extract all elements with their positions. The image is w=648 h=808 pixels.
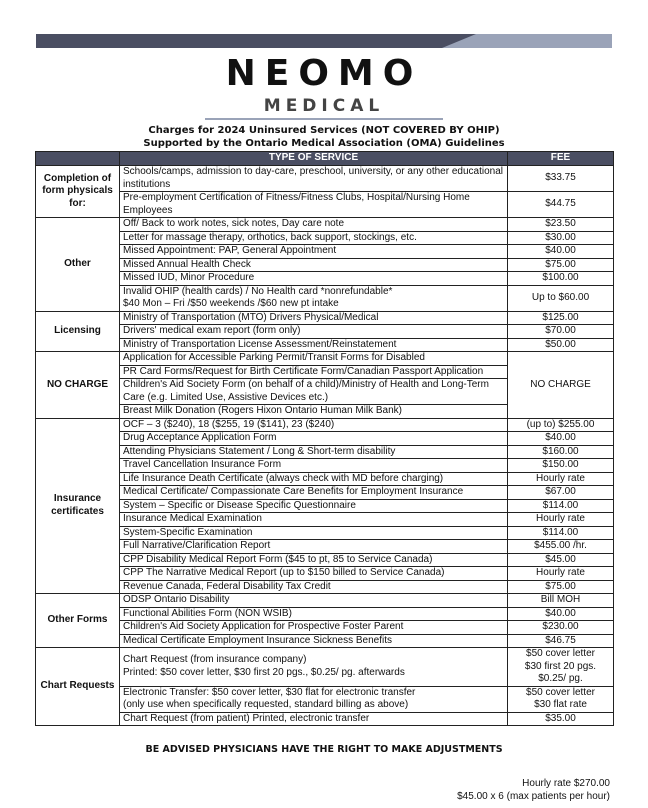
table-row [36, 686, 614, 712]
fee-cell: Hourly rate [508, 472, 614, 486]
table-row [36, 648, 614, 687]
service-cell: Medical Certificate/ Compassionate Care Benefits for Employment Insurance [120, 486, 508, 500]
table-row [36, 418, 614, 432]
table-row [36, 166, 614, 192]
fee-cell: $455.00 /hr. [508, 540, 614, 554]
table-row [36, 621, 614, 635]
table-row [36, 567, 614, 581]
fee-cell: $100.00 [508, 272, 614, 286]
service-cell: Electronic Transfer: $50 cover letter, $30 flat for electronic transfer (only use when specifically requested, standard billing as above) [120, 686, 508, 712]
footer-rate-note: $45.00 x 6 (max patients per hour) [457, 791, 610, 802]
service-cell: System – Specific or Disease Specific Questionnaire [120, 499, 508, 513]
service-cell: Attending Physicians Statement / Long & Short-term disability [120, 445, 508, 459]
category-cell: Other [36, 218, 120, 312]
table-row [36, 311, 614, 325]
category-cell: Insurance certificates [36, 418, 120, 594]
fee-table-body [36, 166, 614, 726]
fee-cell: $125.00 [508, 311, 614, 325]
fee-cell: $45.00 [508, 553, 614, 567]
service-cell: Chart Request (from patient) Printed, electronic transfer [120, 712, 508, 726]
table-row [36, 459, 614, 473]
header-banner-bar [36, 34, 612, 48]
service-cell: Revenue Canada, Federal Disability Tax Credit [120, 580, 508, 594]
service-cell: ODSP Ontario Disability [120, 594, 508, 608]
table-row [36, 245, 614, 259]
table-row [36, 486, 614, 500]
service-cell: PR Card Forms/Request for Birth Certificate Form/Canadian Passport Application [120, 365, 508, 379]
fee-cell: Bill MOH [508, 594, 614, 608]
service-cell: Full Narrative/Clarification Report [120, 540, 508, 554]
service-cell: Travel Cancellation Insurance Form [120, 459, 508, 473]
header-type-of-service: TYPE OF SERVICE [120, 152, 508, 166]
table-row [36, 553, 614, 567]
fee-cell: $50 cover letter $30 first 20 pgs. $0.25/ pg. [508, 648, 614, 687]
service-cell: Drug Acceptance Application Form [120, 432, 508, 446]
table-row [36, 594, 614, 608]
fee-cell: Up to $60.00 [508, 285, 614, 311]
table-row [36, 231, 614, 245]
fee-cell: $30.00 [508, 231, 614, 245]
fee-cell: NO CHARGE [508, 352, 614, 419]
category-cell: Other Forms [36, 594, 120, 648]
logo-subtitle: MEDICAL [263, 96, 385, 116]
document-subtitle: Supported by the Ontario Medical Association (OMA) Guidelines [143, 138, 505, 149]
service-cell: Children's Aid Society Form (on behalf of a child)/Ministry of Health and Long-Term Care (e.g. Limited Use, Assistive Devices etc.) [120, 379, 508, 405]
service-cell: Functional Abilities Form (NON WSIB) [120, 607, 508, 621]
service-cell: Medical Certificate Employment Insurance Sickness Benefits [120, 634, 508, 648]
service-cell: System-Specific Examination [120, 526, 508, 540]
service-cell: CPP The Narrative Medical Report (up to $150 billed to Service Canada) [120, 567, 508, 581]
table-row [36, 285, 614, 311]
fee-cell: $160.00 [508, 445, 614, 459]
fee-cell: $35.00 [508, 712, 614, 726]
fee-cell: $67.00 [508, 486, 614, 500]
table-row [36, 325, 614, 339]
service-cell: Breast Milk Donation (Rogers Hixon Ontario Human Milk Bank) [120, 405, 508, 419]
table-row [36, 272, 614, 286]
service-cell: Invalid OHIP (health cards) / No Health card *nonrefundable* $40 Mon – Fri /$50 weekends /$60 new pt intake [120, 285, 508, 311]
service-cell: Chart Request (from insurance company) Printed: $50 cover letter, $30 first 20 pgs., $0.25/ pg. afterwards [120, 648, 508, 687]
fee-cell: (up to) $255.00 [508, 418, 614, 432]
service-cell: Missed IUD, Minor Procedure [120, 272, 508, 286]
header-blank-cell [36, 152, 120, 166]
fee-cell: $230.00 [508, 621, 614, 635]
table-row [36, 607, 614, 621]
document-title: Charges for 2024 Uninsured Services (NOT COVERED BY OHIP) [148, 125, 500, 136]
table-row [36, 580, 614, 594]
table-row [36, 472, 614, 486]
fee-cell: $40.00 [508, 245, 614, 259]
category-cell: Licensing [36, 311, 120, 352]
table-row [36, 432, 614, 446]
table-row [36, 634, 614, 648]
fee-cell: Hourly rate [508, 513, 614, 527]
category-cell: Chart Requests [36, 648, 120, 726]
service-cell: Missed Appointment: PAP, General Appointment [120, 245, 508, 259]
service-cell: Ministry of Transportation (MTO) Drivers Physical/Medical [120, 311, 508, 325]
header-fee: FEE [508, 152, 614, 166]
table-row [36, 712, 614, 726]
fee-cell: $46.75 [508, 634, 614, 648]
table-row [36, 499, 614, 513]
table-row [36, 338, 614, 352]
fee-cell: Hourly rate [508, 567, 614, 581]
fee-cell: $75.00 [508, 580, 614, 594]
category-cell: Completion of form physicals for: [36, 166, 120, 218]
logo-wordmark: NEOMO [225, 53, 423, 94]
advisory-notice: BE ADVISED PHYSICIANS HAVE THE RIGHT TO MAKE ADJUSTMENTS [145, 744, 503, 755]
fee-cell: $114.00 [508, 499, 614, 513]
logo-divider [205, 118, 443, 120]
fee-cell: $70.00 [508, 325, 614, 339]
table-row [36, 258, 614, 272]
fee-cell: $40.00 [508, 432, 614, 446]
fee-cell: $114.00 [508, 526, 614, 540]
service-cell: Missed Annual Health Check [120, 258, 508, 272]
fee-cell: $150.00 [508, 459, 614, 473]
table-row [36, 445, 614, 459]
category-cell: NO CHARGE [36, 352, 120, 419]
table-row [36, 526, 614, 540]
footer-hourly-rate: Hourly rate $270.00 [522, 778, 610, 789]
fee-cell: $44.75 [508, 192, 614, 218]
service-cell: Application for Accessible Parking Permit/Transit Forms for Disabled [120, 352, 508, 366]
table-row [36, 192, 614, 218]
service-cell: Schools/camps, admission to day-care, preschool, university, or any other educational institutions [120, 166, 508, 192]
service-cell: Ministry of Transportation License Assessment/Reinstatement [120, 338, 508, 352]
table-row [36, 513, 614, 527]
service-cell: CPP Disability Medical Report Form ($45 to pt, 85 to Service Canada) [120, 553, 508, 567]
table-row [36, 352, 614, 366]
table-row [36, 218, 614, 232]
service-cell: Letter for massage therapy, orthotics, back support, stockings, etc. [120, 231, 508, 245]
fee-cell: $50.00 [508, 338, 614, 352]
service-cell: Children's Aid Society Application for Prospective Foster Parent [120, 621, 508, 635]
fee-cell: $23.50 [508, 218, 614, 232]
service-cell: Pre-employment Certification of Fitness/Fitness Clubs, Hospital/Nursing Home Employees [120, 192, 508, 218]
table-row [36, 540, 614, 554]
service-cell: Off/ Back to work notes, sick notes, Day care note [120, 218, 508, 232]
service-cell: Life Insurance Death Certificate (always check with MD before charging) [120, 472, 508, 486]
fee-cell: $33.75 [508, 166, 614, 192]
fee-cell: $75.00 [508, 258, 614, 272]
service-cell: Insurance Medical Examination [120, 513, 508, 527]
fee-cell: $50 cover letter $30 flat rate [508, 686, 614, 712]
fee-table-header-row [36, 152, 614, 166]
fee-cell: $40.00 [508, 607, 614, 621]
service-cell: Drivers' medical exam report (form only) [120, 325, 508, 339]
fee-table [35, 151, 614, 726]
service-cell: OCF – 3 ($240), 18 ($255, 19 ($141), 23 ($240) [120, 418, 508, 432]
